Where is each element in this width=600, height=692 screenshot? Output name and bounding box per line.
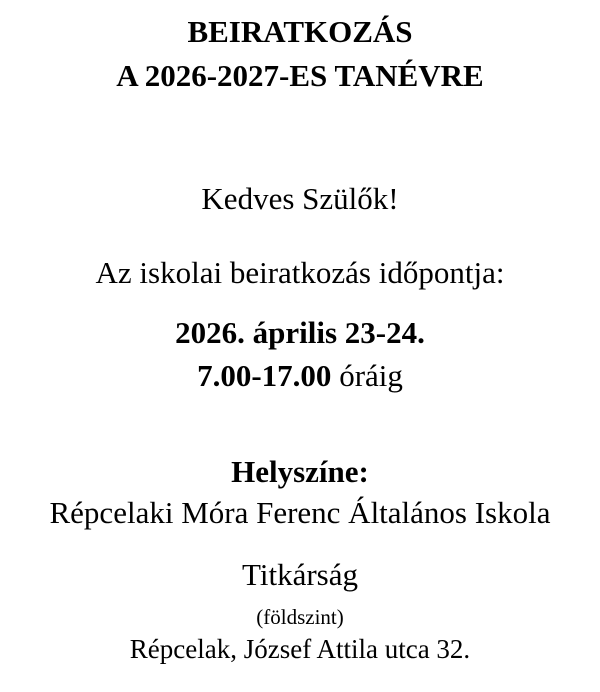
title-line-1: BEIRATKOZÁS	[187, 14, 413, 49]
enrollment-date-intro: Az iskolai beiratkozás időpontja:	[95, 254, 505, 290]
location-label: Helyszíne:	[231, 453, 369, 489]
floor-note: (földszint)	[256, 604, 344, 629]
street-address: Répcelak, József Attila utca 32.	[129, 633, 471, 664]
enrollment-date: 2026. április 23-24.	[175, 314, 425, 350]
enrollment-time	[0, 358, 600, 394]
enrollment-time-range: 7.00-17.00	[197, 358, 332, 394]
enrollment-time-suffix: óráig	[331, 358, 403, 394]
school-name: Répcelaki Móra Ferenc Általános Iskola	[49, 495, 551, 531]
title-line-2: A 2026-2027-ES TANÉVRE	[116, 57, 484, 93]
office-name: Titkárság	[242, 557, 358, 593]
greeting-text: Kedves Szülők!	[201, 181, 399, 217]
